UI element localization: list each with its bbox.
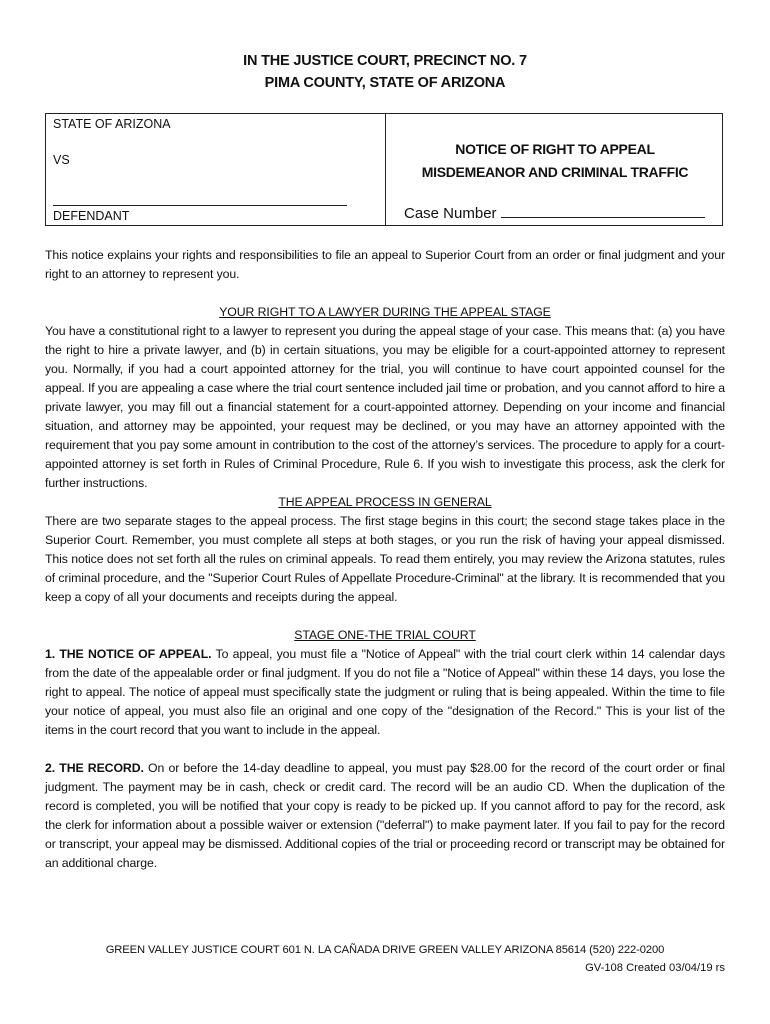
court-title bbox=[0, 50, 770, 94]
caption-parties bbox=[46, 114, 386, 225]
case-number-field bbox=[404, 203, 705, 222]
notice-body bbox=[45, 246, 725, 873]
notice-of-appeal-text: To appeal, you must file a "Notice of Appeal" with the trial court clerk within 14 calendar days from the date of the appealable order or final judgment. If you do not file a "Notice of Appeal" within these 14 days, you lose the right to appeal. The notice of appeal must specifically state the judgment or ruling that is being appealed. Within the time to file your notice of appeal, you must also file an original and one copy of the "designation of the Record." This is your list of the items in the court record that you want to include in the appeal. bbox=[45, 647, 725, 737]
record-paragraph bbox=[45, 759, 725, 873]
notice-title-line1: NOTICE OF RIGHT TO APPEAL bbox=[455, 141, 655, 157]
notice-of-appeal-label: 1. THE NOTICE OF APPEAL. bbox=[45, 647, 212, 661]
notice-title bbox=[386, 138, 724, 184]
court-title-line1: IN THE JUSTICE COURT, PRECINCT NO. 7 bbox=[243, 53, 527, 69]
case-caption-box bbox=[45, 113, 723, 226]
defendant-name-line[interactable] bbox=[53, 205, 347, 206]
case-number-line[interactable] bbox=[501, 203, 705, 218]
record-label: 2. THE RECORD. bbox=[45, 761, 144, 775]
intro-paragraph: This notice explains your rights and responsibilities to file an appeal to Superior Court from an order or final judgment and your right to an attorney to represent you. bbox=[45, 248, 725, 281]
record-text: On or before the 14-day deadline to appeal, you must pay $28.00 for the record of the court order or final judgment. The payment may be in cash, check or credit card. The record will be an audio CD. When the duplication of the record is completed, you will be notified that your copy is ready to be picked up. If you cannot afford to pay for the record, ask the clerk for information about a possible waiver or extension ("deferral") to make payment later. If you fail to pay for the record or transcript, your appeal may be dismissed. Additional copies of the trial or proceeding record or transcript may be obtained for an additional charge. bbox=[45, 761, 725, 870]
notice-title-line2: MISDEMEANOR AND CRIMINAL TRAFFIC bbox=[421, 164, 689, 180]
general-section-paragraph: There are two separate stages to the appeal process. The first stage begins in this court; the second stage takes place in the Superior Court. Remember, you must complete all steps at both stages, or you run the risk of having your appeal dismissed. This notice does not set forth all the rules on criminal appeals. To read them entirely, you may review the Arizona statutes, rules of criminal procedure, and the "Superior Court Rules of Appellate Procedure-Criminal" at the library. It is recommended that you keep a copy of all your documents and receipts during the appeal. bbox=[45, 514, 725, 604]
defendant-label: DEFENDANT bbox=[53, 209, 130, 223]
case-number-label: Case Number bbox=[404, 205, 497, 222]
stage-one-heading: STAGE ONE-THE TRIAL COURT bbox=[294, 628, 476, 642]
lawyer-section-heading: YOUR RIGHT TO A LAWYER DURING THE APPEAL STAGE bbox=[219, 305, 551, 319]
versus-label: VS bbox=[53, 153, 70, 167]
plaintiff-label: STATE OF ARIZONA bbox=[53, 117, 171, 131]
lawyer-section-paragraph: You have a constitutional right to a lawyer to represent you during the appeal stage of your case. This means that: (a) you have the right to hire a private lawyer, and (b) in certain situations, you may be eligible for a court-appointed attorney to represent you. Normally, if you had a court appointed attorney for the trial, you will continue to have court appointed counsel for the appeal. If you are appealing a case where the trial court sentence included jail time or probation, and you cannot afford to hire a private lawyer, you may fill out a financial statement for a court-appointed attorney. Depending on your income and financial situation, and attorney may be appointed, your request may be declined, or you may have an attorney appointed with the requirement that you pay some amount in contribution to the cost of the attorney’s services. The procedure to apply for a court-appointed attorney is set forth in Rules of Criminal Procedure, Rule 6. If you wish to investigate this process, ask the clerk for further instructions. bbox=[45, 324, 725, 490]
footer-address: GREEN VALLEY JUSTICE COURT 601 N. LA CAÑADA DRIVE GREEN VALLEY ARIZONA 85614 (520) 222-0200 bbox=[105, 944, 665, 956]
general-section-heading: THE APPEAL PROCESS IN GENERAL bbox=[278, 495, 492, 509]
court-title-line2: PIMA COUNTY, STATE OF ARIZONA bbox=[264, 75, 506, 91]
form-code: GV-108 Created 03/04/19 rs bbox=[585, 962, 725, 974]
notice-of-appeal-paragraph bbox=[45, 645, 725, 740]
